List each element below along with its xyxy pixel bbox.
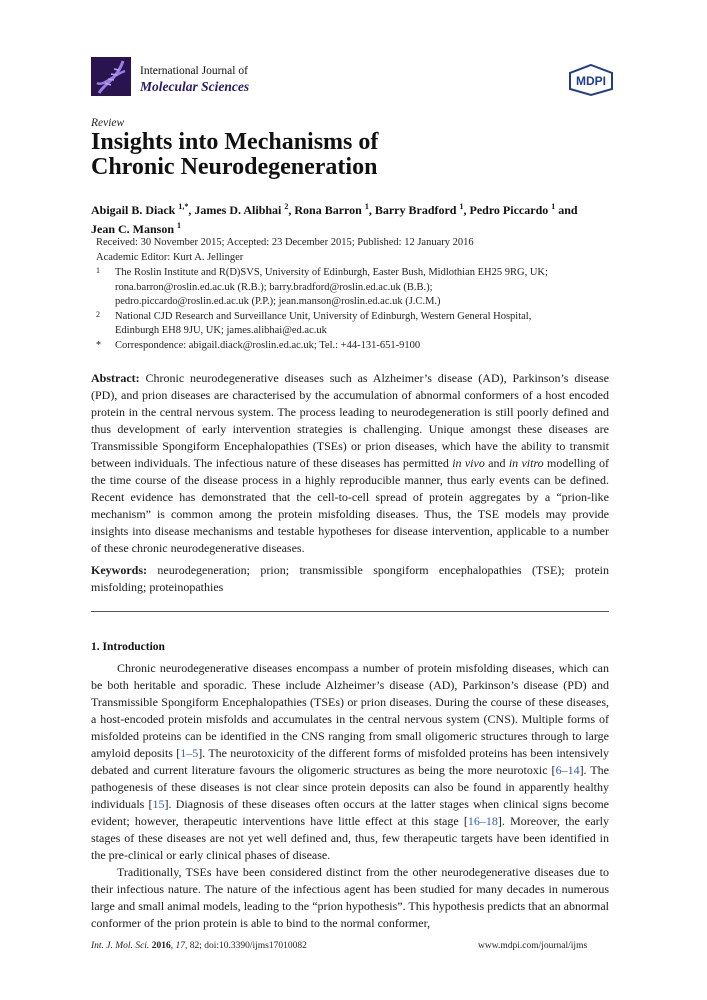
author-affil: 1 bbox=[551, 202, 556, 211]
affiliation-line: rona.barron@roslin.ed.ac.uk (R.B.); barry.bradford@roslin.ed.ac.uk (B.B.); bbox=[115, 281, 433, 293]
author-affil: 1 bbox=[459, 202, 464, 211]
keywords bbox=[91, 562, 609, 596]
affiliations bbox=[96, 266, 616, 353]
citation-link[interactable]: 1–5 bbox=[180, 746, 199, 760]
svg-text:MDPI: MDPI bbox=[576, 74, 606, 88]
paragraph bbox=[91, 660, 609, 864]
journal-logo bbox=[91, 57, 131, 96]
author-list: Abigail B. Diack $^{1,*}$, James D. Alibhai $^2$, Rona Barron $^1$, Barry Bradford $^1$, Pedro Piccardo $^1$ and Jean C. Manson $^1$ bbox=[91, 202, 578, 236]
dna-helix-icon bbox=[91, 57, 131, 96]
correspondence bbox=[96, 339, 616, 354]
author: James D. Alibhai bbox=[194, 203, 282, 217]
abstract-text: modelling of the time course of the disease process in a highly reproducible manner, thus early events can be defined. Recent evidence has demonstrated that the cell-to-cell spread of protein aggregates by a “prion-like mechanism” is common among the protein misfolding diseases. Thus, the TSE models may provide insights into disease mechanisms and testable hypotheses for disease intervention, applicable to a number of these chronic neurodegenerative diseases. bbox=[91, 456, 609, 555]
article-meta bbox=[96, 236, 474, 265]
abstract-italic: in vivo bbox=[452, 456, 485, 470]
citation-link[interactable]: 6–14 bbox=[555, 763, 580, 777]
footer-doi: , 82; doi:10.3390/ijms17010082 bbox=[184, 941, 307, 951]
affiliation-mark: * bbox=[96, 339, 101, 351]
author-affil: 1 bbox=[177, 221, 182, 230]
affiliation-1 bbox=[96, 266, 616, 310]
footer-url[interactable]: www.mdpi.com/journal/ijms bbox=[478, 941, 588, 951]
paragraph-text: ]. Moreover, the early stages of these diseases are not yet well defined and, thus, few therapeutic targets have been identified in the pre-clinical or early clinical phases of disease. bbox=[91, 814, 609, 862]
article-type: Review bbox=[91, 117, 125, 129]
affiliation-line: pedro.piccardo@roslin.ed.ac.uk (P.P.); jean.manson@roslin.ed.ac.uk (J.C.M.) bbox=[115, 296, 441, 307]
author-affil: 1,* bbox=[178, 202, 189, 211]
affiliation-mark: 2 bbox=[96, 309, 100, 319]
citation-link[interactable]: 15 bbox=[152, 797, 165, 811]
author-affil: 2 bbox=[284, 202, 289, 211]
section-heading: 1. Introduction bbox=[91, 641, 165, 653]
footer-year: 2016 bbox=[151, 941, 171, 951]
author: Rona Barron bbox=[294, 203, 362, 217]
paragraph-text: ]. The neurotoxicity of the different forms of misfolded proteins has been intensively debated and current literature favours the oligomeric structures as being the more neurotoxic [ bbox=[91, 746, 609, 777]
author-affil: 1 bbox=[364, 202, 369, 211]
citation-link[interactable]: 16–18 bbox=[467, 814, 498, 828]
journal-name bbox=[140, 64, 249, 94]
author: Pedro Piccardo bbox=[469, 203, 549, 217]
paragraph-text: ]. Diagnosis of these diseases often occurs at the latter stages when clinical signs become evident; however, therapeutic interventions have little effect at this stage [ bbox=[91, 797, 609, 828]
article-title bbox=[91, 130, 378, 180]
abstract-text: and bbox=[484, 456, 509, 470]
abstract-italic: in vitro bbox=[508, 456, 544, 470]
footer-citation: Int. J. Mol. Sci. 2016, 17, 82; doi:10.3390/ijms17010082 bbox=[91, 941, 307, 951]
paragraph-text: Chronic neurodegenerative diseases encompass a number of protein misfolding diseases, which can be both heritable and sporadic. These include Alzheimer’s disease (AD), Parkinson’s disease (PD) and Transmissible Spongiform Encephalopathies (TSEs) or prion diseases. During the course of these diseases, a host-encoded protein misfolds and accumulates in the central nervous system (CNS). Multiple forms of misfolded proteins can be identified in the CNS ranging from small oligomeric structures through to large amyloid deposits [ bbox=[91, 661, 609, 760]
author: Jean C. Manson bbox=[91, 222, 175, 236]
affiliation-line: National CJD Research and Surveillance Unit, University of Edinburgh, Western General Hospital, bbox=[115, 310, 532, 322]
keywords-label: Keywords: bbox=[91, 563, 147, 577]
paragraph-text: ]. The pathogenesis of these diseases is not clear since protein deposits can also be found in apparently healthy individuals [ bbox=[91, 763, 610, 811]
affiliation-line: Edinburgh EH8 9JU, UK; james.alibhai@ed.ac.uk bbox=[115, 325, 327, 336]
mdpi-logo bbox=[566, 63, 616, 97]
affiliation-2 bbox=[96, 310, 616, 339]
mdpi-hexagon-icon bbox=[566, 63, 616, 97]
affiliation-line: The Roslin Institute and R(D)SVS, University of Edinburgh, Easter Bush, Midlothian EH25 9RG, UK; bbox=[115, 267, 548, 278]
author: Abigail B. Diack bbox=[91, 203, 176, 217]
author-and: and bbox=[558, 203, 578, 217]
abstract-text: Chronic neurodegenerative diseases such as Alzheimer’s disease (AD), Parkinson’s disease (PD), and prion diseases are characterised by the accumulation of abnormal conformers of a host encoded protein in the central nervous system. The process leading to neurodegeneration is still poorly defined and thus development of early intervention strategies is challenging. Unique amongst these diseases are Transmissible Spongiform Encephalopathies (TSEs) or prion diseases, which have the ability to transmit between individuals. The infectious nature of these diseases has permitted bbox=[91, 371, 609, 470]
title-line-2: Chronic Neurodegeneration bbox=[91, 154, 378, 180]
journal-name-line2: Molecular Sciences bbox=[140, 79, 250, 94]
journal-name-line1: International Journal of bbox=[140, 65, 248, 77]
keywords-text: neurodegeneration; prion; transmissible spongiform encephalopathies (TSE); protein misfolding; proteinopathies bbox=[91, 563, 609, 594]
body-text bbox=[91, 660, 609, 932]
paragraph: Traditionally, TSEs have been considered distinct from the other neurodegenerative diseases due to their infectious nature. The nature of the infectious agent has been studied for many decades in numerous large and small animal models, leading to the “prion hypothesis”. This hypothesis predicts that an abnormal conformer of the prion protein is able to bind to the normal conformer, bbox=[91, 865, 609, 930]
title-line-1: Insights into Mechanisms of bbox=[91, 129, 379, 155]
journal-abbrev: Int. J. Mol. Sci. bbox=[91, 941, 150, 951]
author: Barry Bradford bbox=[374, 203, 457, 217]
section-divider bbox=[91, 611, 609, 612]
footer-volume: 17 bbox=[175, 941, 185, 951]
academic-editor: Academic Editor: Kurt A. Jellinger bbox=[96, 251, 244, 263]
affiliation-mark: 1 bbox=[96, 266, 100, 275]
abstract-label: Abstract: bbox=[91, 371, 140, 385]
article-dates: Received: 30 November 2015; Accepted: 23 December 2015; Published: 12 January 2016 bbox=[96, 237, 474, 248]
correspondence-line: Correspondence: abigail.diack@roslin.ed.ac.uk; Tel.: +44-131-651-9100 bbox=[115, 339, 421, 351]
abstract bbox=[91, 370, 609, 557]
